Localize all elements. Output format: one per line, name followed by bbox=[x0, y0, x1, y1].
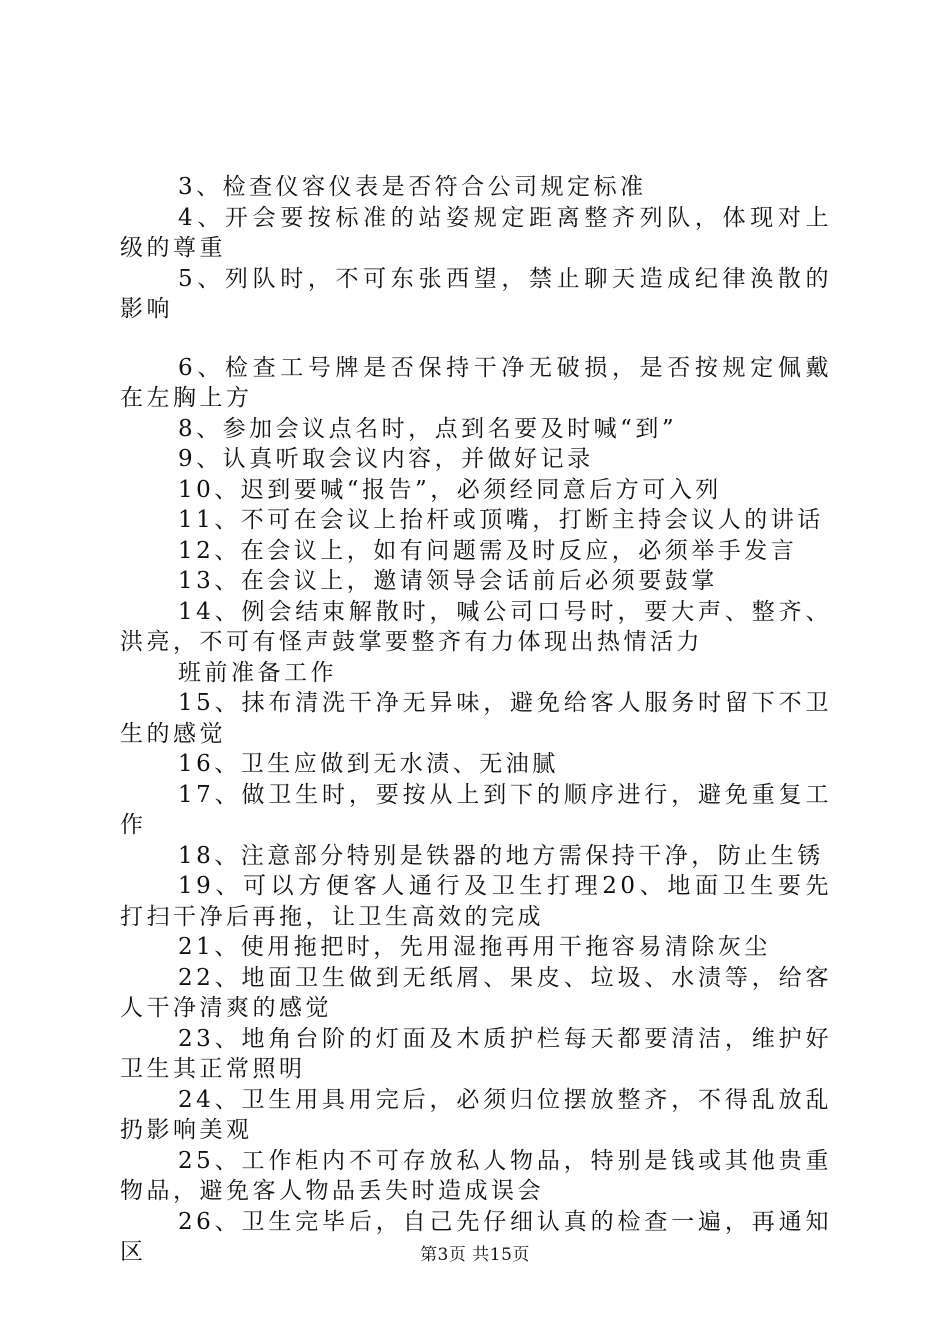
paragraph: 4、开会要按标准的站姿规定距离整齐列队，体现对上级的尊重 bbox=[120, 204, 832, 261]
page-number-footer: 第3页 共15页 bbox=[420, 1245, 530, 1265]
paragraph: 13、在会议上，邀请领导会话前后必须要鼓掌 bbox=[178, 568, 718, 594]
paragraph: 21、使用拖把时，先用湿拖再用干拖容易清除灰尘 bbox=[178, 934, 771, 960]
paragraph: 22、地面卫生做到无纸屑、果皮、垃圾、水渍等，给客人干净清爽的感觉 bbox=[120, 964, 832, 1021]
paragraph: 5、列队时，不可东张西望，禁止聊天造成纪律涣散的影响 bbox=[120, 265, 832, 322]
paragraph: 10、迟到要喊“报告”，必须经同意后方可入列 bbox=[178, 476, 722, 503]
paragraph: 23、地角台阶的灯面及木质护栏每天都要清洁，维护好卫生其正常照明 bbox=[120, 1025, 832, 1082]
paragraph: 8、参加会议点名时，点到名要及时喊“到” bbox=[178, 415, 678, 442]
paragraph: 9、认真听取会议内容，并做好记录 bbox=[178, 446, 594, 472]
paragraph: 12、在会议上，如有问题需及时反应，必须举手发言 bbox=[178, 537, 798, 564]
section-heading: 班前准备工作 bbox=[178, 659, 337, 686]
paragraph: 19、可以方便客人通行及卫生打理20、地面卫生要先打扫干净后再拖，让卫生高效的完成 bbox=[120, 873, 832, 930]
paragraph: 25、工作柜内不可存放私人物品，特别是钱或其他贵重物品，避免客人物品丢失时造成误会 bbox=[120, 1147, 832, 1204]
paragraph: 26、卫生完毕后，自己先仔细认真的检查一遍，再通知区 bbox=[120, 1208, 832, 1265]
paragraph: 16、卫生应做到无水渍、无油腻 bbox=[178, 751, 559, 777]
paragraph: 6、检查工号牌是否保持干净无破损，是否按规定佩戴在左胸上方 bbox=[120, 354, 832, 411]
paragraph: 24、卫生用具用完后，必须归位摆放整齐，不得乱放乱扔影响美观 bbox=[120, 1086, 832, 1143]
paragraph: 15、抹布清洗干净无异味，避免给客人服务时留下不卫生的感觉 bbox=[120, 690, 832, 747]
paragraph: 14、例会结束解散时，喊公司口号时，要大声、整齐、洪亮，不可有怪声鼓掌要整齐有力体现出热情活力 bbox=[120, 598, 832, 655]
paragraph: 17、做卫生时，要按从上到下的顺序进行，避免重复工作 bbox=[120, 781, 832, 838]
paragraph: 3、检查仪容仪表是否符合公司规定标准 bbox=[178, 174, 647, 200]
document-body bbox=[120, 172, 832, 1268]
paragraph: 18、注意部分特别是铁器的地方需保持干净，防止生锈 bbox=[178, 842, 824, 869]
paragraph: 11、不可在会议上抬杆或顶嘴，打断主持会议人的讲话 bbox=[178, 507, 824, 533]
